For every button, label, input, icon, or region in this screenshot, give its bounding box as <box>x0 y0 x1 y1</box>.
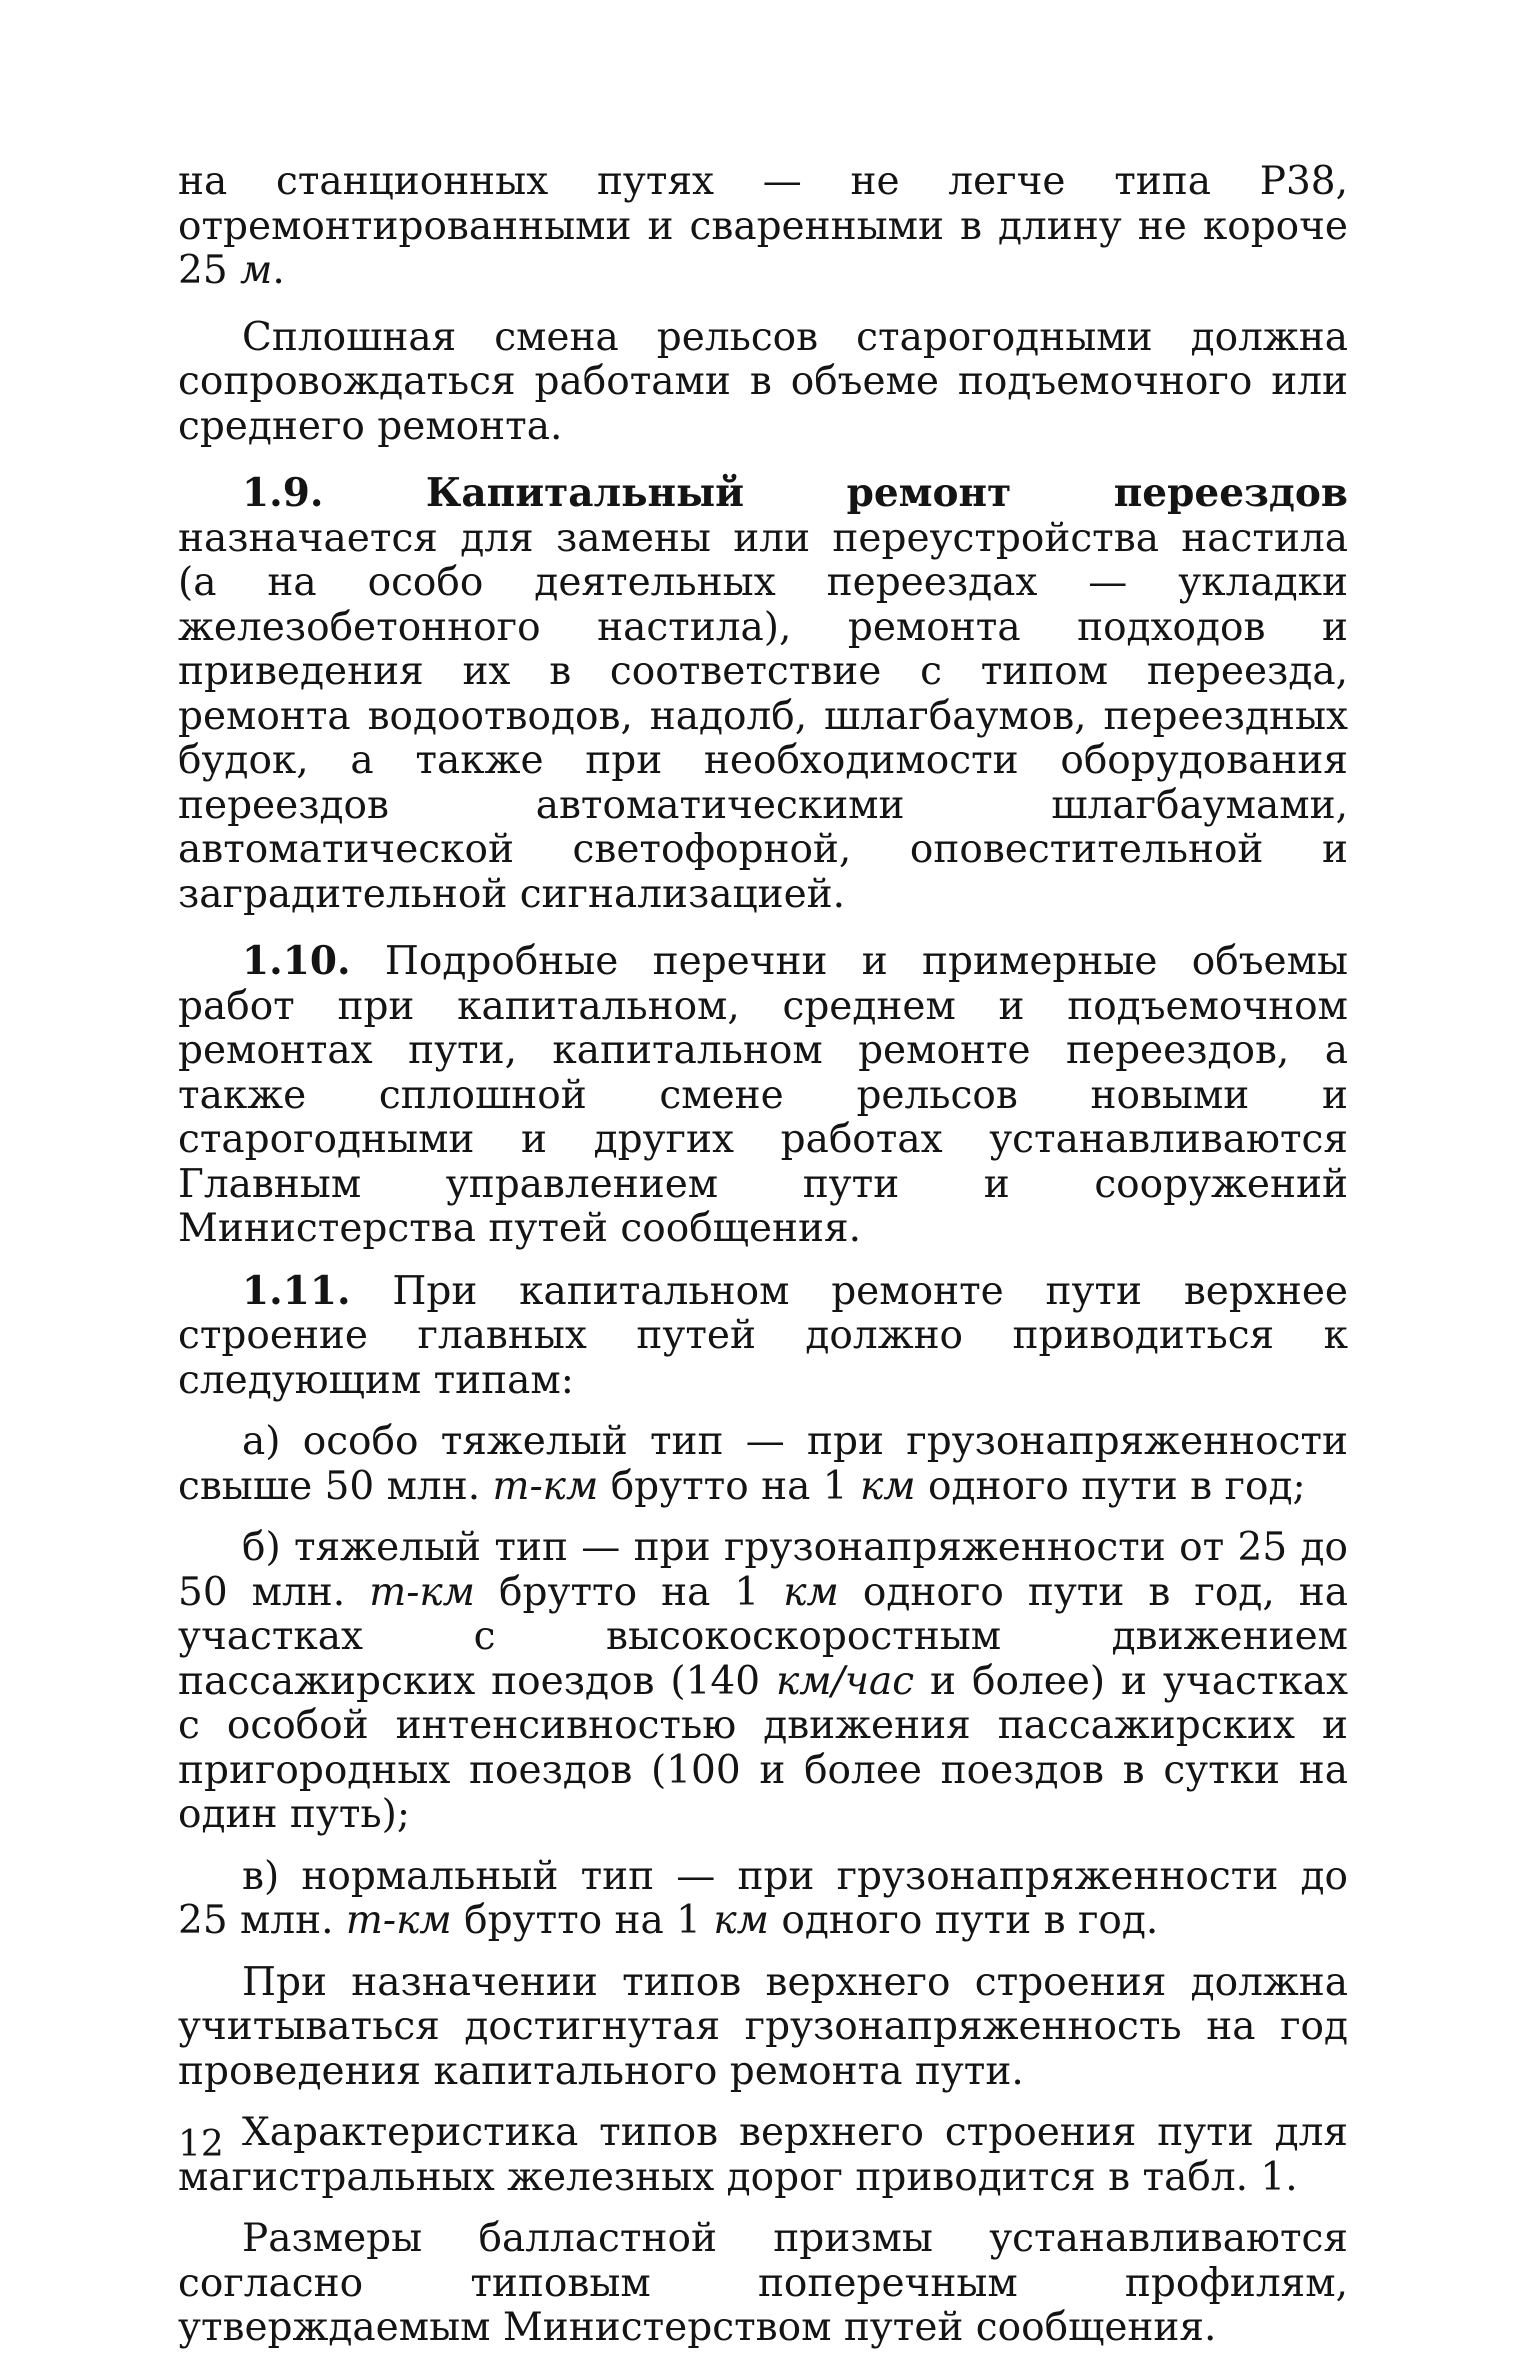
paragraph-1-10-work-lists <box>178 939 1348 1252</box>
italic-text-run: км <box>783 1569 839 1615</box>
text-run: Характеристика типов верхнего строения пути для магистральных железных дорог приводится в табл. 1. <box>178 2110 1348 2200</box>
text-run: брутто на 1 <box>451 1898 714 1943</box>
text-run: в) нормальный тип — при грузонапряженности до 25 млн. <box>178 1853 1348 1943</box>
italic-text-run: т-км <box>492 1463 599 1509</box>
text-run: одного пути в год; <box>915 1463 1306 1509</box>
text-run: Подробные перечни и примерные объемы работ при капитальном, среднем и подъемочном ремонтах пути, капитальном ремонте переездов, а также сплошной смене рельсов новыми и старогодными и других работах устанавливаются Главным управлением пути и сооружений Министерства путей сообщения. <box>178 939 1348 1251</box>
text-run: назначается для замены или переустройства настила (а на особо деятельных переездах — укладки железобетонного настила), ремонта подходов и приведения их в соответствие с типом переезда, ремонта водоотводов, надолб, шлагбаумов, переездных будок, а также при необходимости оборудования переездов автоматическими шлагбаумами, автоматической светофорной, оповестительной и заградительной сигнализацией. <box>178 515 1348 917</box>
text-run: а) особо тяжелый тип — при грузонапряженности свыше 50 млн. <box>178 1419 1348 1509</box>
list-item-a-extra-heavy <box>178 1420 1348 1509</box>
paragraph-type-assignment <box>178 1961 1348 2095</box>
main-text <box>178 160 1348 2368</box>
text-run: брутто на 1 <box>475 1569 784 1615</box>
italic-text-run: км <box>713 1898 770 1943</box>
text-run: б) тяжелый тип — при грузонапряженности от 25 до 50 млн. <box>178 1525 1348 1615</box>
italic-text-run: т-км <box>369 1569 476 1615</box>
paragraph-1-9-crossing-repair <box>178 471 1348 917</box>
bold-text-run: 1.9. Капитальный ремонт переездов <box>242 470 1348 516</box>
bold-text-run: 1.10. <box>242 938 351 984</box>
bold-text-run: 1.11. <box>242 1267 351 1314</box>
list-item-v-normal <box>178 1855 1348 1944</box>
text-run: При капитальном ремонте пути верхнее строение главных путей должно приводиться к следующим типам: <box>178 1268 1348 1403</box>
text-run: . <box>272 248 285 293</box>
text-run: на станционных путях — не легче типа Р38, отремонтированными и сваренными в длину не короче 25 <box>178 159 1348 293</box>
text-run: При назначении типов верхнего строения должна учитываться достигнутая грузонапряженность на год проведения капитального ремонта пути. <box>178 1959 1348 2094</box>
paragraph-table-reference <box>178 2111 1348 2200</box>
paragraph-rail-replacement <box>178 316 1348 450</box>
text-run: Сплошная смена рельсов старогодными должна сопровождаться работами в объеме подъемочного или среднего ремонта. <box>178 314 1348 449</box>
italic-text-run: км <box>859 1463 916 1509</box>
text-run: одного пути в год. <box>769 1898 1159 1943</box>
text-run: одного пути в год, на участках с высокоскоростным движением пассажирских поездов (140 <box>178 1569 1349 1704</box>
text-run: Размеры балластной призмы устанавливаются согласно типовым поперечным профилям, утверждаемым Министерством путей сообщения. <box>178 2216 1348 2350</box>
list-item-b-heavy <box>178 1526 1348 1838</box>
text-run: и более) и участках с особой интенсивностью движения пассажирских и пригородных поездов (100 и более поездов в сутки на один путь); <box>178 1658 1348 1837</box>
italic-text-run: км/час <box>775 1658 915 1704</box>
paragraph-ballast-prism <box>178 2217 1348 2351</box>
italic-text-run: м <box>240 248 273 293</box>
page-number: 12 <box>178 2124 224 2165</box>
paragraph-1-11-track-types <box>178 1269 1348 1404</box>
text-run: брутто на 1 <box>598 1463 860 1509</box>
paragraph-rail-requirements <box>178 160 1348 294</box>
italic-text-run: т-км <box>345 1898 452 1943</box>
